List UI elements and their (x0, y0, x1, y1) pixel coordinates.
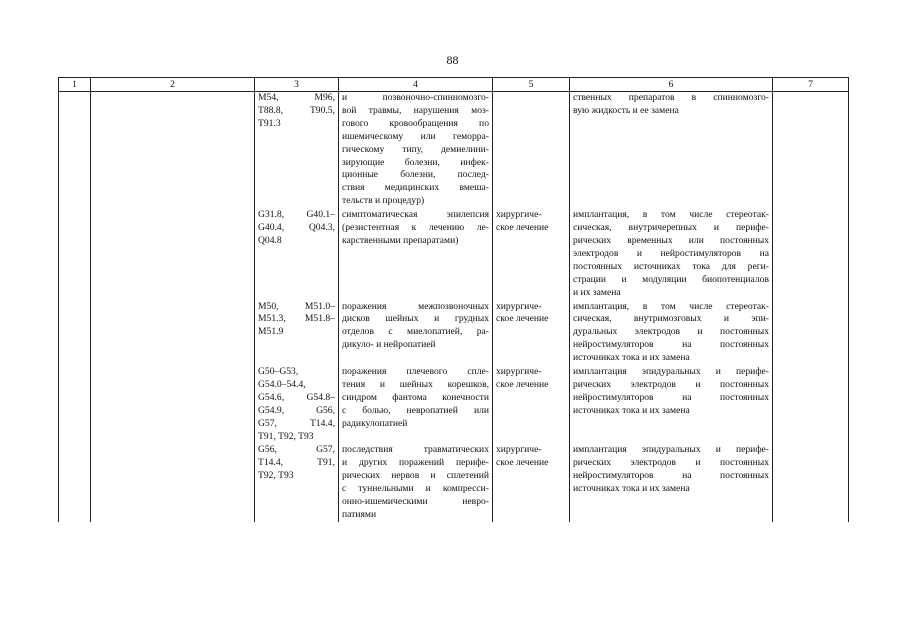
disease-model (339, 444, 493, 521)
diagnosis-codes-line: G57, T14.4, (258, 417, 335, 429)
treatment-method-line: сическая, внутричерепных и перифе- (573, 222, 769, 234)
disease-model (339, 92, 493, 209)
treatment-method-line: рических электродов и постоянных (573, 457, 769, 469)
treatment-method-line: постоянных источниках тока для реги- (573, 260, 769, 272)
disease-model-line: поражения плечевого спле- (342, 366, 489, 378)
column-number-4: 4 (339, 78, 493, 92)
treatment-method-line: рических временных или постоянных (573, 234, 769, 246)
treatment-type-line: ское лечение (496, 313, 549, 325)
disease-model-line: симптоматическая эпилепсия (342, 209, 489, 221)
disease-model-line: последствия травматических (342, 444, 489, 456)
table-row (59, 301, 849, 366)
treatment-method-line: нейростимуляторов на постоянных (573, 470, 769, 482)
table-row (59, 444, 849, 521)
diagnosis-codes (255, 209, 339, 299)
diagnosis-codes (255, 92, 339, 209)
treatment-method-line: имплантация эпидуральных и перифе- (573, 444, 769, 456)
disease-model-line: карственными препаратами) (342, 234, 459, 246)
treatment-method (570, 209, 773, 299)
diagnosis-codes-line: T91.3 (258, 117, 281, 129)
treatment-method-line: источниках тока и их замена (573, 404, 690, 416)
treatment-method-line: электродов и нейростимуляторов на (573, 247, 769, 259)
diagnosis-codes-line: G40.4, Q04.3, (258, 222, 335, 234)
disease-model-line: ишемическому или геморра- (342, 130, 489, 142)
diagnosis-codes-line: G54.6, G54.8– (258, 391, 335, 403)
diagnosis-codes-line: M54, M96, (258, 92, 335, 103)
disease-model-line: гового кровообращения по (342, 117, 489, 129)
treatment-method (570, 444, 773, 521)
cell-col1 (59, 301, 91, 366)
treatment-method-line: источниках тока и их замена (573, 352, 690, 364)
cell-col7 (773, 301, 849, 366)
cell-col1 (59, 209, 91, 299)
disease-model (339, 366, 493, 443)
disease-model-line: и других поражений перифе- (342, 457, 489, 469)
treatment-method (570, 301, 773, 366)
disease-model-line: и позвоночно-спинномозго- (342, 92, 489, 103)
treatment-method-line: источниках тока и их замена (573, 483, 690, 495)
treatment-type (493, 444, 570, 521)
column-number-7: 7 (773, 78, 849, 92)
disease-model-line: тельств и процедур) (342, 195, 425, 207)
diagnosis-codes-line: T14.4, T91, (258, 457, 335, 469)
cell-col2 (91, 209, 255, 299)
medical-care-table (58, 77, 849, 522)
table-row (59, 92, 849, 209)
treatment-type-line: хирургиче- (496, 366, 542, 378)
treatment-type (493, 209, 570, 299)
treatment-method-line: ственных препаратов в спинномозго- (573, 92, 769, 103)
disease-model-line: синдром фантома конечности (342, 391, 489, 403)
cell-col7 (773, 92, 849, 209)
cell-col2 (91, 301, 255, 366)
treatment-method-line: сическая, внутримозговых и эпи- (573, 313, 769, 325)
treatment-method-line: дуральных электродов и постоянных (573, 326, 769, 338)
diagnosis-codes-line: T91, T92, T93 (258, 430, 314, 442)
cell-col2 (91, 92, 255, 209)
disease-model-line: поражения межпозвоночных (342, 300, 489, 312)
treatment-method-line: вую жидкость и ее замена (573, 104, 679, 116)
diagnosis-codes-line: Q04.8 (258, 234, 282, 246)
treatment-type (493, 366, 570, 443)
treatment-method-line: имплантация, в том числе стереотак- (573, 300, 769, 312)
treatment-type (493, 301, 570, 366)
cell-col2 (91, 444, 255, 521)
disease-model-line: ствия медицинских вмеша- (342, 182, 489, 194)
disease-model-line: вой травмы, нарушения моз- (342, 104, 489, 116)
diagnosis-codes (255, 301, 339, 366)
page-number: 88 (446, 53, 459, 67)
disease-model-line: патиями (342, 509, 377, 520)
diagnosis-codes-line: G54.0–54.4, (258, 378, 306, 390)
diagnosis-codes-line: G31.8, G40.1– (258, 209, 335, 221)
cell-col2 (91, 366, 255, 443)
treatment-type-line: ское лечение (496, 457, 549, 469)
treatment-method-line: страции и модуляции биопотенциалов (573, 273, 769, 285)
diagnosis-codes-line: M50, M51.0– (258, 300, 335, 312)
treatment-type-line: ское лечение (496, 222, 549, 234)
disease-model-line: гическому типу, демиелини- (342, 143, 489, 155)
diagnosis-codes-line: M51.3, M51.8– (258, 313, 335, 325)
cell-col1 (59, 444, 91, 521)
diagnosis-codes-line: T88.8, T90.5, (258, 104, 335, 116)
table-row (59, 366, 849, 443)
disease-model-line: дикуло- и нейропатией (342, 339, 436, 351)
disease-model-line: ционные болезни, послед- (342, 169, 489, 181)
disease-model-line: с болью, невропатией или (342, 404, 489, 416)
column-number-5: 5 (493, 78, 570, 92)
diagnosis-codes-line: G50–G53, (258, 366, 299, 378)
disease-model-line: (резистентная к лечению ле- (342, 222, 489, 234)
treatment-method-line: рических электродов и постоянных (573, 378, 769, 390)
cell-col1 (59, 92, 91, 209)
disease-model-line: зирующие болезни, инфек- (342, 156, 489, 168)
treatment-method-line: нейростимуляторов на постоянных (573, 339, 769, 351)
treatment-type-line: хирургиче- (496, 444, 542, 456)
treatment-method (570, 92, 773, 209)
diagnosis-codes-line: M51.9 (258, 326, 284, 338)
disease-model-line: тения и шейных корешков, (342, 378, 489, 390)
column-number-2: 2 (91, 78, 255, 92)
disease-model-line: с туннельными и компресси- (342, 483, 489, 495)
treatment-type-line: хирургиче- (496, 300, 542, 312)
treatment-method-line: нейростимуляторов на постоянных (573, 391, 769, 403)
diagnosis-codes (255, 444, 339, 521)
diagnosis-codes-line: G56, G57, (258, 444, 335, 456)
column-number-1: 1 (59, 78, 91, 92)
disease-model-line: рических нервов и сплетений (342, 470, 489, 482)
diagnosis-codes (255, 366, 339, 443)
treatment-type (493, 92, 570, 209)
diagnosis-codes-line: G54.9, G56, (258, 404, 335, 416)
cell-col7 (773, 444, 849, 521)
cell-col1 (59, 366, 91, 443)
disease-model-line: дисков шейных и грудных (342, 313, 489, 325)
disease-model-line: радикулопатией (342, 417, 408, 429)
treatment-method-line: и их замена (573, 286, 621, 298)
treatment-method-line: имплантация эпидуральных и перифе- (573, 366, 769, 378)
column-number-3: 3 (255, 78, 339, 92)
treatment-method (570, 366, 773, 443)
column-number-6: 6 (570, 78, 773, 92)
disease-model-line: отделов с миелопатией, ра- (342, 326, 489, 338)
disease-model (339, 301, 493, 366)
table-row (59, 209, 849, 299)
cell-col7 (773, 366, 849, 443)
treatment-type-line: хирургиче- (496, 209, 542, 221)
treatment-type-line: ское лечение (496, 378, 549, 390)
diagnosis-codes-line: T92, T93 (258, 470, 294, 482)
disease-model-line: онно-ишемическими невро- (342, 496, 489, 508)
cell-col7 (773, 209, 849, 299)
treatment-method-line: имплантация, в том числе стереотак- (573, 209, 769, 221)
disease-model (339, 209, 493, 299)
column-number-row (59, 78, 849, 92)
